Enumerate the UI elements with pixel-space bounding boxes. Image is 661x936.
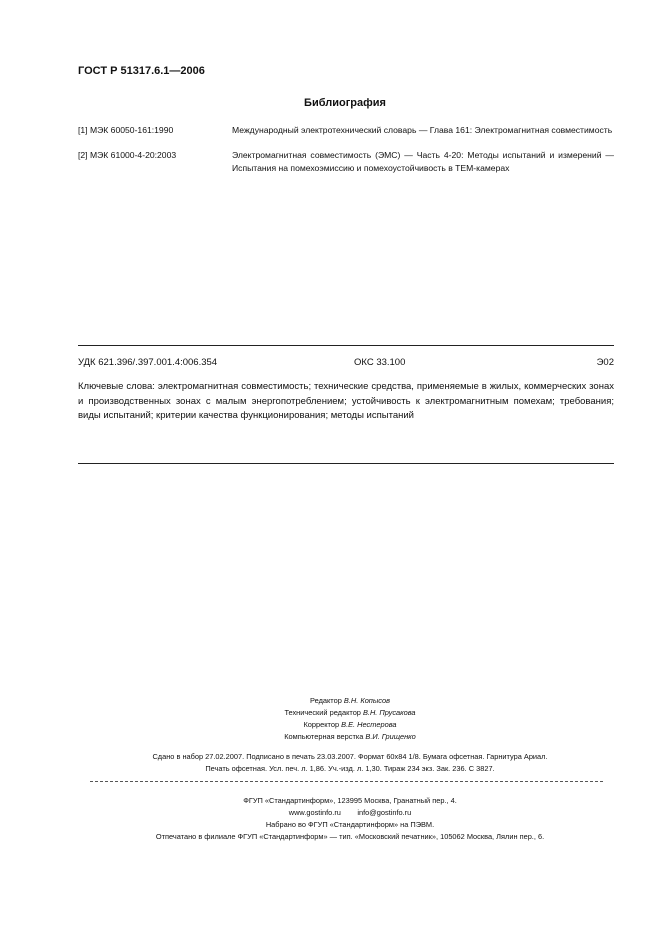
standard-header: ГОСТ Р 51317.6.1—2006 bbox=[78, 65, 205, 77]
ref-code: [2] МЭК 61000-4-20:2003 bbox=[78, 150, 177, 160]
divider bbox=[78, 463, 614, 464]
bibliography-ref bbox=[78, 124, 614, 137]
divider bbox=[78, 345, 614, 346]
credit-role: Редактор bbox=[310, 696, 342, 705]
bibliography-title: Библиография bbox=[304, 97, 386, 109]
credit-role: Компьютерная верстка bbox=[284, 732, 364, 741]
credit-role: Корректор bbox=[303, 720, 340, 729]
credit-line bbox=[60, 707, 640, 719]
credit-name: В.Е. Нестерова bbox=[341, 720, 397, 729]
credit-role: Технический редактор bbox=[284, 708, 361, 717]
oks-code: ОКС 33.100 bbox=[354, 357, 406, 368]
credit-line bbox=[60, 731, 640, 743]
credit-name: В.Н. Копысов bbox=[343, 696, 390, 705]
class-code: Э02 bbox=[596, 357, 614, 368]
ref-desc: Электромагнитная совместимость (ЭМС) — Часть 4-20: Методы испытаний и измерений — Испытания на помехоэмиссию и помехоустойчивость в ТЕМ-камерах bbox=[232, 150, 614, 173]
imprint-line: Сдано в набор 27.02.2007. Подписано в печать 23.03.2007. Формат 60х84 1/8. Бумага офсетная. Гарнитура Ариал. bbox=[152, 752, 548, 761]
ref-code: [1] МЭК 60050-161:1990 bbox=[78, 125, 174, 135]
udk-code: УДК 621.396/.397.001.4:006.354 bbox=[78, 357, 218, 368]
keywords: Ключевые слова: электромагнитная совместимость; технические средства, применяемые в жилых, коммерческих зонах и производственных зонах с малым энергопотреблением; устойчивость к электромагнитным помехам; требования; виды испытаний; критерии качества функционирования; методы испытаний bbox=[78, 381, 614, 421]
credit-name: В.Н. Прусакова bbox=[362, 708, 416, 717]
credit-line bbox=[60, 695, 640, 707]
publisher-line: Набрано во ФГУП «Стандартинформ» на ПЭВМ. bbox=[265, 820, 435, 829]
bibliography-ref bbox=[78, 149, 614, 174]
publisher-info bbox=[60, 795, 640, 843]
credit-line bbox=[60, 719, 640, 731]
dashed-divider bbox=[90, 781, 603, 782]
imprint-line: Печать офсетная. Усл. печ. л. 1,86. Уч.-изд. л. 1,30. Тираж 234 экз. Зак. 236. С 3827. bbox=[205, 764, 495, 773]
publisher-line: Отпечатано в филиале ФГУП «Стандартинформ» — тип. «Московский печатник», 105062 Москва, Лялин пер., 6. bbox=[155, 832, 545, 841]
imprint bbox=[60, 751, 640, 775]
credit-name: В.И. Грищенко bbox=[365, 732, 416, 741]
credits bbox=[60, 695, 640, 743]
ref-desc: Международный электротехнический словарь — Глава 161: Электромагнитная совместимость bbox=[232, 125, 613, 135]
publisher-line: ФГУП «Стандартинформ», 123995 Москва, Гранатный пер., 4. bbox=[243, 796, 457, 805]
publisher-contacts: www.gostinfo.ru info@gostinfo.ru bbox=[288, 808, 412, 817]
